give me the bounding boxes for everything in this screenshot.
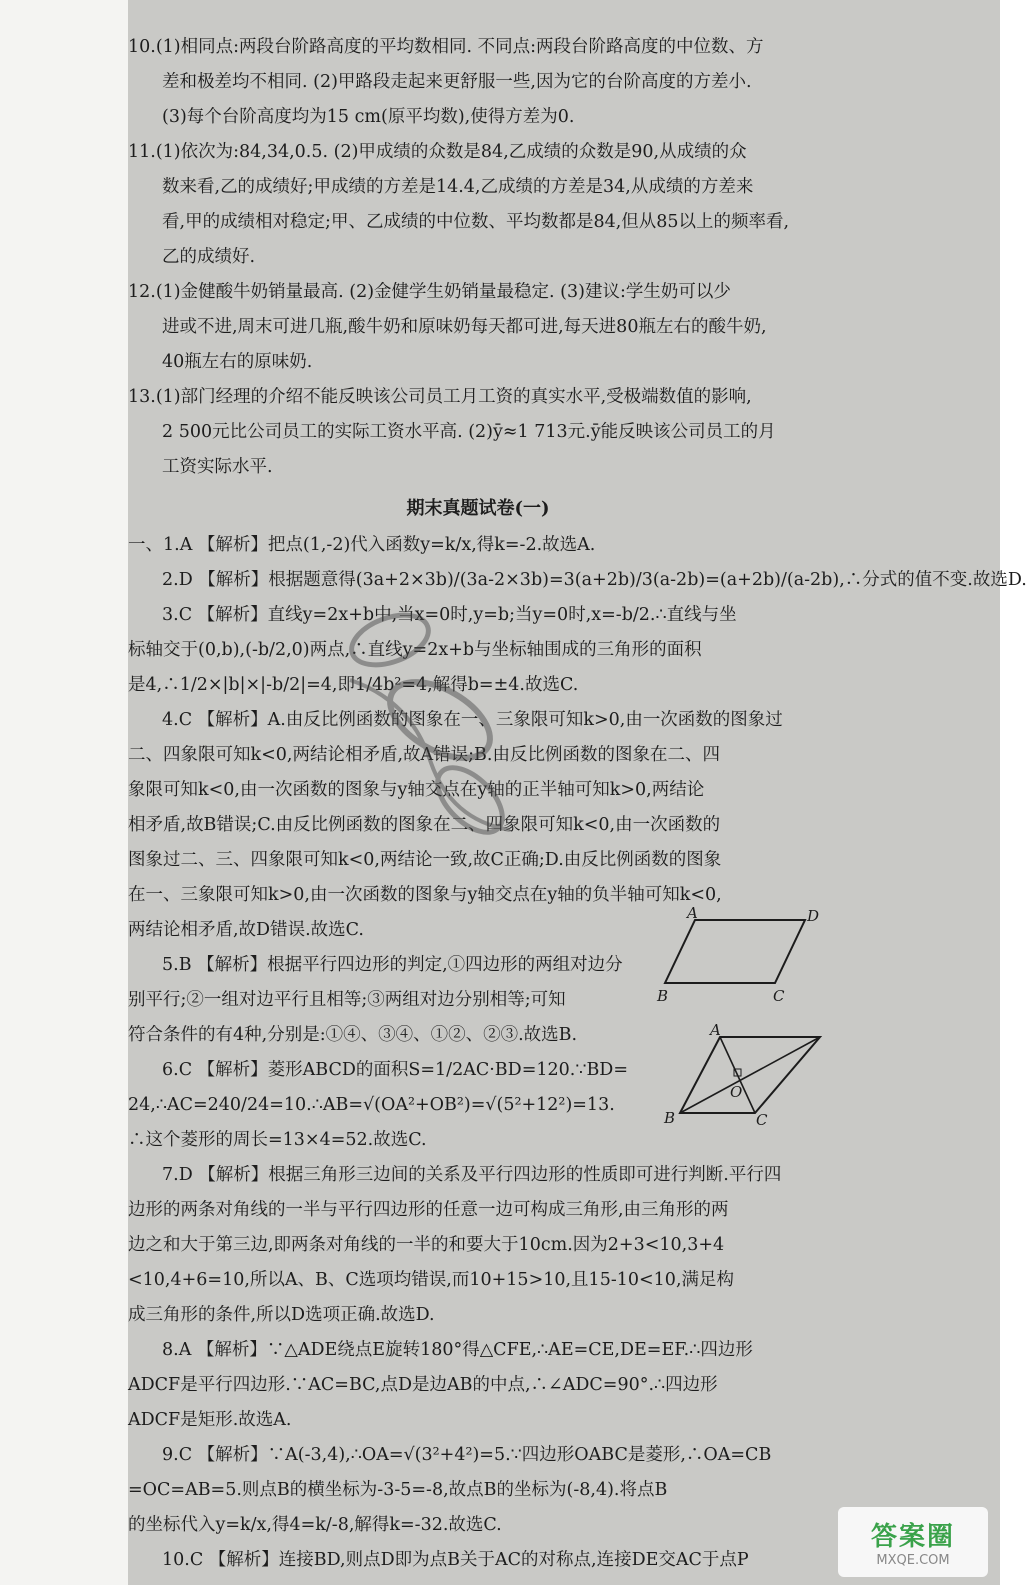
text-line: 2.D 【解析】根据题意得(3a+2×3b)/(3a-2×3b)=3(a+2b)/3(a-2b)=(a+2b)/(a-2b),∴分式的值不变.故选D. bbox=[162, 570, 1027, 590]
question-2 bbox=[128, 563, 1027, 598]
text-line: 是4,∴1/2×|b|×|-b/2|=4,即1/4b²=4,解得b=±4.故选C. bbox=[128, 675, 579, 695]
stamp-graphic bbox=[330, 600, 530, 850]
text-line: 别平行;②一组对边平行且相等;③两组对边分别相等;可知 bbox=[128, 990, 566, 1010]
text-line: ADCF是平行四边形.∵AC=BC,点D是边AB的中点,∴∠ADC=90°.∴四边形 bbox=[128, 1375, 718, 1395]
text-line: 11.(1)依次为:84,34,0.5. (2)甲成绩的众数是84,乙成绩的众数是90,从成绩的众 bbox=[128, 142, 747, 162]
vertex-label: O bbox=[730, 1083, 743, 1101]
question-6 bbox=[128, 1053, 648, 1158]
text-line: 二、四象限可知k<0,两结论相矛盾,故A错误;B.由反比例函数的图象在二、四 bbox=[128, 745, 720, 765]
text-line: 的坐标代入y=k/x,得4=k/-8,解得k=-32.故选C. bbox=[128, 1515, 502, 1535]
text-line: 5.B 【解析】根据平行四边形的判定,①四边形的两组对边分 bbox=[162, 955, 623, 975]
section-title: 期末真题试卷(一) bbox=[406, 498, 550, 519]
text-line: 乙的成绩好. bbox=[162, 247, 256, 267]
text-line: 边之和大于第三边,即两条对角线的一半的和要大于10cm.因为2+3<10,3+4 bbox=[128, 1235, 725, 1255]
text-line: 工资实际水平. bbox=[162, 457, 273, 477]
text-line: <10,4+6=10,所以A、B、C选项均错误,而10+15>10,且15-10<10,满足构 bbox=[128, 1270, 735, 1290]
text-line: ∴这个菱形的周长=13×4=52.故选C. bbox=[128, 1130, 427, 1150]
text-line: 12.(1)金健酸牛奶销量最高. (2)金健学生奶销量最稳定. (3)建议:学生奶可以少 bbox=[128, 282, 731, 302]
text-line: =OC=AB=5.则点B的横坐标为-3-5=-8,故点B的坐标为(-8,4).将点B bbox=[128, 1480, 668, 1500]
text-line: 7.D 【解析】根据三角形三边间的关系及平行四边形的性质即可进行判断.平行四 bbox=[162, 1165, 782, 1185]
text-line: 2 500元比公司员工的实际工资水平高. (2)ȳ≈1 713元.ȳ能反映该公司员工的月 bbox=[162, 422, 776, 442]
text-line: 6.C 【解析】菱形ABCD的面积S=1/2AC·BD=120.∵BD= bbox=[162, 1060, 629, 1080]
text-line: 看,甲的成绩相对稳定;甲、乙成绩的中位数、平均数都是84,但从85以上的频率看, bbox=[162, 212, 790, 232]
text-line: 10.(1)相同点:两段台阶路高度的平均数相同. 不同点:两段台阶路高度的中位数、方 bbox=[128, 37, 764, 57]
rhombus-figure bbox=[660, 1021, 835, 1135]
text-line: ADCF是矩形.故选A. bbox=[128, 1410, 292, 1430]
vertex-label: C bbox=[756, 1111, 768, 1129]
vertex-label: C bbox=[773, 987, 785, 1005]
site-watermark bbox=[838, 1507, 988, 1577]
text-line: 10.C 【解析】连接BD,则点D即为点B关于AC的对称点,连接DE交AC于点P bbox=[162, 1550, 749, 1570]
answer-11 bbox=[128, 135, 828, 275]
vertex-label: B bbox=[664, 1109, 676, 1127]
text-line: 8.A 【解析】∵△ADE绕点E旋转180°得△CFE,∴AE=CE,DE=EF.∴四边形 bbox=[162, 1340, 753, 1360]
vertex-label: A bbox=[687, 904, 698, 922]
watermark-text: 答案圈 bbox=[870, 1522, 955, 1552]
text-line: 符合条件的有4种,分别是:①④、③④、①②、②③.故选B. bbox=[128, 1025, 578, 1045]
vertex-label: D bbox=[807, 907, 820, 925]
text-line: 图象过二、三、四象限可知k<0,两结论一致,故C正确;D.由反比例函数的图象 bbox=[128, 850, 722, 870]
text-line: 差和极差均不相同. (2)甲路段走起来更舒服一些,因为它的台阶高度的方差小. bbox=[162, 72, 752, 92]
text-line: 两结论相矛盾,故D错误.故选C. bbox=[128, 920, 364, 940]
text-line: 标轴交于(0,b),(-b/2,0)两点,∴直线y=2x+b与坐标轴围成的三角形的面积 bbox=[128, 640, 702, 660]
question-5 bbox=[128, 948, 648, 1053]
text-line: (3)每个台阶高度均为15 cm(原平均数),使得方差为0. bbox=[162, 107, 575, 127]
text-line: 9.C 【解析】∵A(-3,4),∴OA=√(3²+4²)=5.∵四边形OABC是菱形,∴OA=CB bbox=[162, 1445, 772, 1465]
text-line: 3.C 【解析】直线y=2x+b中,当x=0时,y=b;当y=0时,x=-b/2.∴直线与坐 bbox=[162, 605, 737, 625]
text-line: 24,∴AC=240/24=10.∴AB=√(OA²+OB²)=√(5²+12²)=13. bbox=[128, 1095, 615, 1115]
question-7 bbox=[128, 1158, 828, 1333]
question-8 bbox=[128, 1333, 828, 1438]
vertex-label: A bbox=[710, 1021, 721, 1039]
text-line: 进或不进,周末可进几瓶,酸牛奶和原味奶每天都可进,每天进80瓶左右的酸牛奶, bbox=[162, 317, 767, 337]
answer-12 bbox=[128, 275, 828, 380]
text-line: 边形的两条对角线的一半与平行四边形的任意一边可构成三角形,由三角形的两 bbox=[128, 1200, 729, 1220]
text-line: 相矛盾,故B错误;C.由反比例函数的图象在二、四象限可知k<0,由一次函数的 bbox=[128, 815, 721, 835]
text-line: 13.(1)部门经理的介绍不能反映该公司员工月工资的真实水平,受极端数值的影响, bbox=[128, 387, 752, 407]
answer-13 bbox=[128, 380, 828, 485]
watermark-url: MXQE.COM bbox=[876, 1553, 950, 1568]
text-line: 象限可知k<0,由一次函数的图象与y轴交点在y轴的正半轴可知k>0,两结论 bbox=[128, 780, 705, 800]
text-line: 4.C 【解析】A.由反比例函数的图象在一、三象限可知k>0,由一次函数的图象过 bbox=[162, 710, 783, 730]
text-line: 一、1.A 【解析】把点(1,-2)代入函数y=k/x,得k=-2.故选A. bbox=[128, 535, 596, 555]
parallelogram-figure bbox=[655, 905, 830, 1005]
text-line: 数来看,乙的成绩好;甲成绩的方差是14.4,乙成绩的方差是34,从成绩的方差来 bbox=[162, 177, 754, 197]
text-line: 在一、三象限可知k>0,由一次函数的图象与y轴交点在y轴的负半轴可知k<0, bbox=[128, 885, 722, 905]
question-10 bbox=[128, 1543, 828, 1578]
text-line: 40瓶左右的原味奶. bbox=[162, 352, 313, 372]
text-line: 成三角形的条件,所以D选项正确.故选D. bbox=[128, 1305, 435, 1325]
answer-10 bbox=[128, 30, 828, 135]
page-margin bbox=[0, 0, 128, 1585]
question-9 bbox=[128, 1438, 828, 1543]
question-1 bbox=[128, 528, 828, 563]
parallelogram-shape bbox=[665, 920, 805, 983]
vertex-label: B bbox=[657, 987, 669, 1005]
